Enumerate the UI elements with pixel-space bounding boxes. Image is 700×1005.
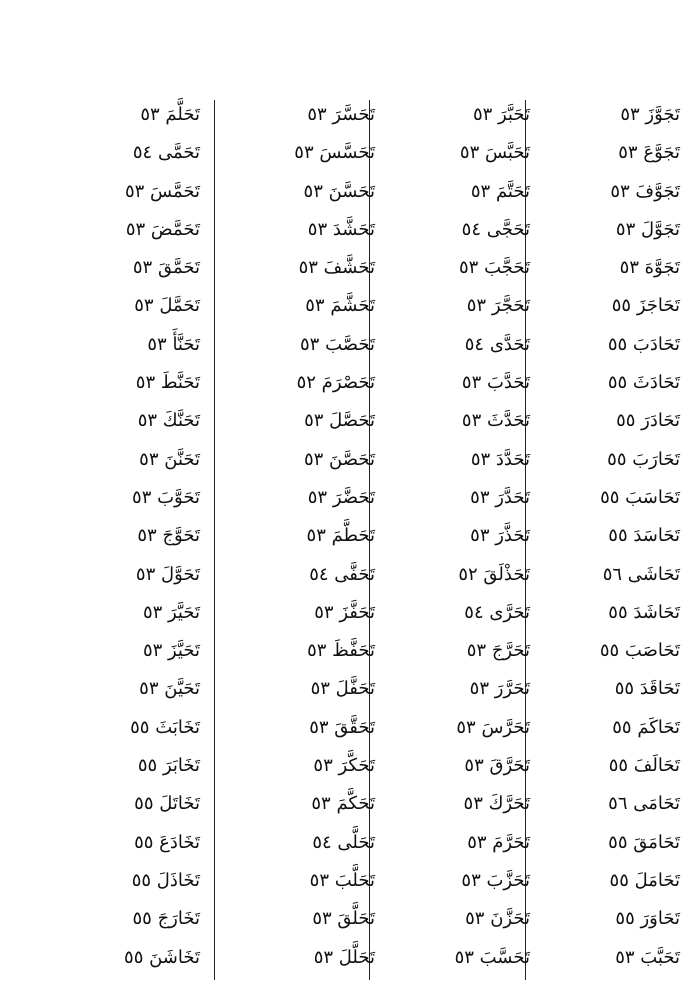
word-entry xyxy=(370,441,530,479)
word-entry-text: تَحَلَّلَ ٥٣ xyxy=(313,946,375,968)
word-entry-text: تَحَلَّقَ ٥٣ xyxy=(312,908,375,930)
column-1 xyxy=(520,96,680,977)
word-entry xyxy=(370,900,530,938)
word-entry xyxy=(370,134,530,172)
word-entry xyxy=(370,862,530,900)
word-entry xyxy=(40,326,200,364)
word-entry xyxy=(215,517,375,555)
word-entry-text: تَحَاكَمَ ٥٥ xyxy=(612,716,680,738)
word-entry xyxy=(520,173,680,211)
word-entry xyxy=(370,479,530,517)
word-entry xyxy=(370,326,530,364)
word-entry xyxy=(370,211,530,249)
word-entry-text: تَحَطَّمَ ٥٣ xyxy=(306,525,375,547)
word-entry-text: تَحَشَّمَ ٥٣ xyxy=(305,295,375,317)
word-entry xyxy=(40,441,200,479)
word-entry-text: تَحَاوَرَ ٥٥ xyxy=(615,908,680,930)
word-entry-text: تَحَبَّرَ ٥٣ xyxy=(472,104,530,125)
word-entry-text: تَحَصَّبَ ٥٣ xyxy=(300,333,375,355)
word-entry-text: تَحَمَّلَ ٥٣ xyxy=(134,295,200,317)
column-4 xyxy=(40,96,200,977)
word-entry-text: تَجَوَّفَ ٥٣ xyxy=(610,180,680,202)
word-entry xyxy=(370,594,530,632)
word-entry-text: تَحَصْرَمَ ٥٢ xyxy=(296,372,375,394)
word-entry xyxy=(215,900,375,938)
word-entry-text: تَحَجَّى ٥٤ xyxy=(461,218,530,240)
word-entry-text: تَجَوَّعَ ٥٣ xyxy=(618,142,680,164)
word-entry xyxy=(215,364,375,402)
word-entry-text: تَحَدَّدَ ٥٣ xyxy=(470,448,530,470)
word-entry-text: تَجَوَّلَ ٥٣ xyxy=(615,218,680,240)
word-entry-text: تَحَادَرَ ٥٥ xyxy=(616,410,680,432)
word-entry xyxy=(520,900,680,938)
word-entry xyxy=(40,364,200,402)
word-entry xyxy=(40,134,200,172)
word-entry xyxy=(40,747,200,785)
word-entry-text: تَحَفَّلَ ٥٣ xyxy=(310,678,375,700)
word-entry-text: تَحَفَّزَ ٥٣ xyxy=(314,601,375,623)
word-entry-text: تَحَبَّسَ ٥٣ xyxy=(459,142,530,164)
word-entry xyxy=(40,900,200,938)
word-entry-text: تَحَذْلَقَ ٥٢ xyxy=(458,563,530,585)
word-entry xyxy=(370,287,530,325)
word-entry-text: تَحَنَّأَ ٥٣ xyxy=(147,333,200,355)
word-entry-text: تَحَاصَبَ ٥٥ xyxy=(599,640,680,662)
word-entry-text: تَحَصَّلَ ٥٣ xyxy=(304,410,375,432)
word-entry xyxy=(370,96,530,134)
word-entry xyxy=(215,939,375,977)
word-entry-text: تَحَاقَدَ ٥٥ xyxy=(614,678,680,700)
word-entry xyxy=(370,402,530,440)
word-entry xyxy=(40,709,200,747)
word-entry xyxy=(370,364,530,402)
word-entry-text: تَحَسَّرَ ٥٣ xyxy=(307,104,375,125)
word-entry xyxy=(215,134,375,172)
word-entry xyxy=(520,709,680,747)
word-entry xyxy=(520,517,680,555)
word-entry xyxy=(40,594,200,632)
word-entry-text: تَحَرَّجَ ٥٣ xyxy=(466,640,530,662)
word-entry-text: تَحَاشَى ٥٦ xyxy=(602,563,680,585)
word-entry-text: تَحَسَّنَ ٥٣ xyxy=(303,180,375,202)
word-entry-text: تَخَابَثَ ٥٥ xyxy=(130,716,200,738)
word-entry-text: تَحَتَّمَ ٥٣ xyxy=(470,180,530,202)
word-entry xyxy=(370,632,530,670)
word-entry xyxy=(370,517,530,555)
word-entry-text: تَحَفَّى ٥٤ xyxy=(309,563,375,585)
word-entry xyxy=(40,556,200,594)
word-entry xyxy=(520,862,680,900)
word-entry xyxy=(40,173,200,211)
word-entry-text: تَحَسَّسَ ٥٣ xyxy=(294,142,375,164)
word-entry xyxy=(215,670,375,708)
word-entry-text: تَحَامَلَ ٥٥ xyxy=(609,869,680,891)
word-entry-text: تَحَادَثَ ٥٥ xyxy=(607,372,680,394)
word-entry xyxy=(370,670,530,708)
word-entry xyxy=(40,824,200,862)
word-entry-text: تَحَزَّبَ ٥٣ xyxy=(461,869,530,891)
word-entry-text: تَحَنَّطَ ٥٣ xyxy=(135,372,200,394)
word-entry-text: تَحَدَّرَ ٥٣ xyxy=(470,486,530,508)
word-entry-text: تَحَرَّقَ ٥٣ xyxy=(464,755,530,777)
word-entry xyxy=(520,556,680,594)
word-entry-text: تَخَارَجَ ٥٥ xyxy=(132,908,200,930)
word-entry xyxy=(215,709,375,747)
word-entry-text: تَحَمَّقَ ٥٣ xyxy=(132,257,200,279)
word-entry-text: تَخَابَرَ ٥٥ xyxy=(137,755,200,777)
word-entry xyxy=(215,211,375,249)
word-entry-text: تَخَاتَلَ ٥٥ xyxy=(134,793,200,815)
word-entry xyxy=(215,287,375,325)
column-3 xyxy=(215,96,375,977)
column-2 xyxy=(370,96,530,977)
word-entry xyxy=(370,785,530,823)
word-entry xyxy=(215,594,375,632)
word-entry xyxy=(370,824,530,862)
word-entry-text: تَحَدَّثَ ٥٣ xyxy=(461,410,530,432)
word-entry xyxy=(370,747,530,785)
word-entry xyxy=(40,862,200,900)
word-entry-text: تَحَيَّرَ ٥٣ xyxy=(142,601,200,623)
word-entry-text: تَحَاجَزَ ٥٥ xyxy=(611,295,680,317)
word-entry-text: تَحَرَّمَ ٥٣ xyxy=(467,831,530,853)
word-entry-text: تَحَمَّضَ ٥٣ xyxy=(125,218,200,240)
word-entry-text: تَحَرَّكَ ٥٣ xyxy=(463,793,530,815)
word-entry xyxy=(215,785,375,823)
word-entry-text: تَحَصَّنَ ٥٣ xyxy=(303,448,375,470)
word-entry-text: تَجَوَّهَ ٥٣ xyxy=(619,257,680,279)
word-entry xyxy=(215,824,375,862)
word-entry-text: تَحَلَّى ٥٤ xyxy=(312,831,375,853)
word-entry-text: تَحَقَّقَ ٥٣ xyxy=(309,716,375,738)
word-entry-text: تَحَوَّلَ ٥٣ xyxy=(135,563,200,585)
word-entry xyxy=(520,747,680,785)
word-entry-text: تَخَادَعَ ٥٥ xyxy=(134,831,200,853)
word-entry xyxy=(215,441,375,479)
word-entry-text: تَحَاسَبَ ٥٥ xyxy=(600,486,680,508)
word-entry-text: تَحَبَّبَ ٥٣ xyxy=(615,946,680,968)
word-entry xyxy=(520,364,680,402)
word-entry xyxy=(40,939,200,977)
word-entry xyxy=(215,556,375,594)
word-entry-text: تَحَجَّرَ ٥٣ xyxy=(466,295,530,317)
word-entry xyxy=(215,173,375,211)
word-entry xyxy=(520,479,680,517)
word-entry xyxy=(520,785,680,823)
word-entry xyxy=(40,287,200,325)
word-entry-text: تَحَامَقَ ٥٥ xyxy=(608,831,680,853)
word-entry xyxy=(520,134,680,172)
word-entry xyxy=(40,211,200,249)
word-entry-text: تَحَزَّنَ ٥٣ xyxy=(465,908,530,930)
word-entry xyxy=(40,785,200,823)
word-entry-text: تَحَمَّى ٥٤ xyxy=(132,142,200,164)
word-entry xyxy=(40,517,200,555)
word-entry xyxy=(520,939,680,977)
word-entry xyxy=(520,594,680,632)
word-entry xyxy=(370,249,530,287)
word-entry-text: تَحَدَّى ٥٤ xyxy=(464,333,530,355)
word-entry-text: تَخَاذَلَ ٥٥ xyxy=(131,869,200,891)
word-entry xyxy=(215,326,375,364)
word-entry-text: تَحَادَبَ ٥٥ xyxy=(607,333,680,355)
word-entry xyxy=(40,632,200,670)
word-entry xyxy=(215,747,375,785)
word-entry-text: تَحَوَّجَ ٥٣ xyxy=(137,525,200,547)
word-entry xyxy=(520,670,680,708)
word-entry xyxy=(370,709,530,747)
word-entry xyxy=(215,402,375,440)
word-entry xyxy=(520,441,680,479)
word-entry-text: تَحَكَّرَ ٥٣ xyxy=(313,755,375,777)
word-entry xyxy=(215,862,375,900)
word-entry-text: تَحَامَى ٥٦ xyxy=(608,793,680,815)
word-entry xyxy=(370,939,530,977)
word-entry-text: تَحَرَّرَ ٥٣ xyxy=(469,678,530,700)
word-entry-text: تَحَمَّسَ ٥٣ xyxy=(124,180,200,202)
word-entry-text: تَحَشَّدَ ٥٣ xyxy=(307,218,375,240)
word-entry-text: تَجَوَّزَ ٥٣ xyxy=(620,104,680,125)
word-entry xyxy=(215,96,375,134)
word-entry xyxy=(215,479,375,517)
word-entry-text: تَحَرَّى ٥٤ xyxy=(464,601,530,623)
word-entry-text: تَحَالَفَ ٥٥ xyxy=(608,755,680,777)
word-entry xyxy=(520,326,680,364)
word-entry xyxy=(215,249,375,287)
word-entry-text: تَخَاشَنَ ٥٥ xyxy=(124,946,200,968)
word-entry-text: تَحَكَّمَ ٥٣ xyxy=(311,793,375,815)
word-entry-text: تَحَوَّبَ ٥٣ xyxy=(132,486,200,508)
word-entry-text: تَحَسَّبَ ٥٣ xyxy=(454,946,530,968)
word-entry xyxy=(520,632,680,670)
word-entry-text: تَحَنَّكَ ٥٣ xyxy=(137,410,200,432)
word-entry xyxy=(520,402,680,440)
word-entry-text: تَحَدَّبَ ٥٣ xyxy=(461,372,530,394)
word-entry xyxy=(520,287,680,325)
word-entry-text: تَحَجَّبَ ٥٣ xyxy=(459,257,530,279)
word-entry-text: تَحَفَّظَ ٥٣ xyxy=(307,640,375,662)
word-entry-text: تَحَارَبَ ٥٥ xyxy=(607,448,680,470)
word-entry xyxy=(40,96,200,134)
word-entry-text: تَحَاشَدَ ٥٥ xyxy=(608,601,680,623)
word-entry-text: تَحَيَّنَ ٥٣ xyxy=(139,678,200,700)
word-entry-text: تَحَشَّفَ ٥٣ xyxy=(298,257,375,279)
word-entry xyxy=(370,173,530,211)
column-divider xyxy=(214,100,215,980)
word-entry xyxy=(40,249,200,287)
word-entry xyxy=(520,824,680,862)
word-entry xyxy=(520,249,680,287)
word-entry-text: تَحَاسَدَ ٥٥ xyxy=(608,525,680,547)
word-entry-text: تَحَلَّمَ ٥٣ xyxy=(140,104,200,125)
word-entry-text: تَحَيَّزَ ٥٣ xyxy=(142,640,200,662)
word-entry xyxy=(370,556,530,594)
word-entry-text: تَحَذَّرَ ٥٣ xyxy=(470,525,530,547)
word-entry xyxy=(40,479,200,517)
word-entry xyxy=(215,632,375,670)
word-entry-text: تَحَنَّنَ ٥٣ xyxy=(139,448,200,470)
word-entry-text: تَحَضَّرَ ٥٣ xyxy=(307,486,375,508)
word-entry-text: تَحَلَّبَ ٥٣ xyxy=(309,869,375,891)
word-entry xyxy=(520,211,680,249)
word-entry xyxy=(40,670,200,708)
word-entry-text: تَحَرَّسَ ٥٣ xyxy=(456,716,530,738)
word-entry xyxy=(520,96,680,134)
word-entry xyxy=(40,402,200,440)
